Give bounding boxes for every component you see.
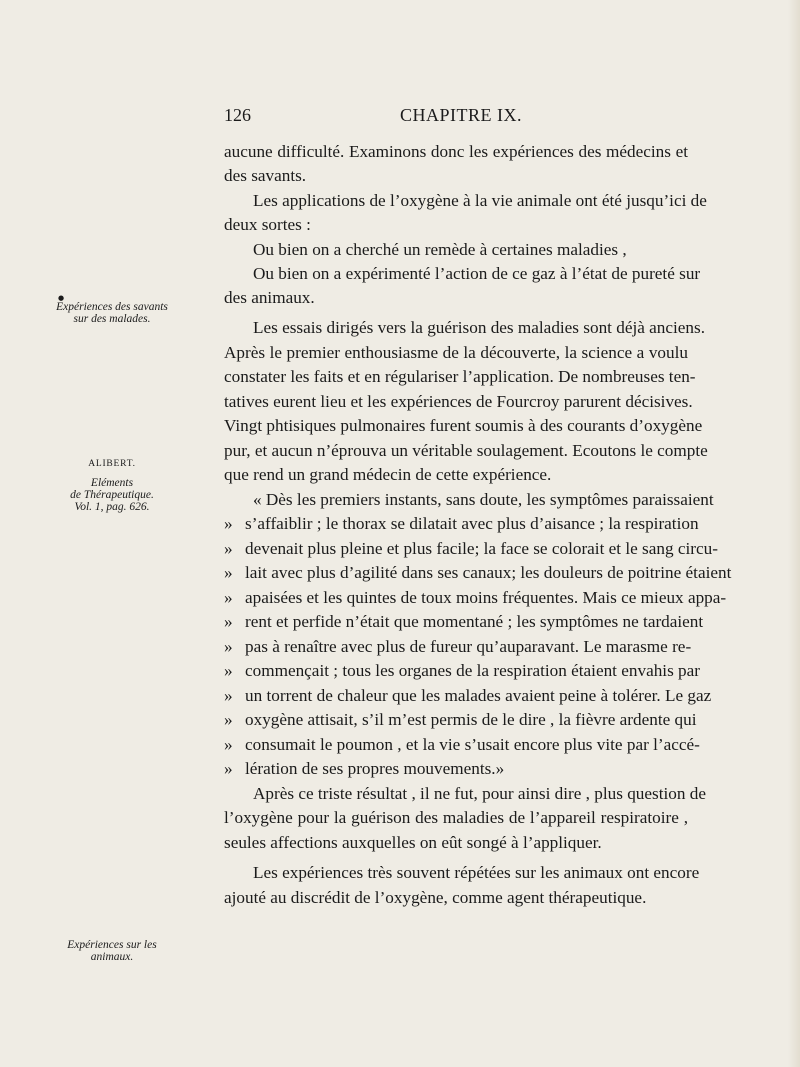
quote-line: commençait ; tous les organes de la respiration étaient envahis par: [245, 661, 700, 680]
quote-line: oxygène attisait, s’il m’est permis de le dire , la fièvre ardente qui: [245, 710, 697, 729]
body-line: que rend un grand médecin de cette expérience.: [224, 465, 552, 484]
body-line: ajouté au discrédit de l’oxygène, comme agent thérapeutique.: [224, 888, 647, 907]
margin-note-experiences-malades: [20, 301, 204, 325]
margin-note-line: Vol. 1, pag. 626.: [74, 501, 150, 513]
margin-note-line: Expériences des savants: [56, 301, 168, 313]
quote-mark: »: [224, 588, 233, 607]
quote-line: pas à renaître avec plus de fureur qu’auparavant. Le marasme re-: [245, 637, 692, 656]
quote-mark: »: [224, 686, 233, 705]
body-line: Après le premier enthousiasme de la découverte, la science a voulu: [224, 343, 688, 362]
body-line: seules affections auxquelles on eût songé à l’appliquer.: [224, 833, 602, 852]
quote-line: « Dès les premiers instants, sans doute, les symptômes paraissaient: [253, 490, 714, 509]
page-number: 126: [224, 105, 251, 125]
body-line: pur, et aucun n’éprouva un véritable soulagement. Ecoutons le compte: [224, 441, 708, 460]
quote-mark: »: [224, 612, 233, 631]
body-line: l’oxygène pour la guérison des maladies de l’appareil respiratoire ,: [224, 808, 688, 827]
quote-line: lération de ses propres mouvements.»: [245, 759, 505, 778]
margin-note-line: animaux.: [90, 951, 134, 963]
quote-line: s’affaiblir ; le thorax se dilatait avec plus d’aisance ; la respiration: [245, 514, 699, 533]
margin-note-author: ALIBERT.: [88, 459, 136, 469]
body-line: aucune difficulté. Examinons donc les expériences des médecins et: [224, 142, 688, 161]
quote-mark: »: [224, 539, 233, 558]
body-line: Les applications de l’oxygène à la vie animale ont été jusqu’ici de: [253, 191, 707, 210]
quote-mark: »: [224, 637, 233, 656]
quote-mark: »: [224, 563, 233, 582]
running-title: CHAPITRE IX.: [400, 105, 522, 125]
page-edge-shadow: [788, 0, 800, 1067]
body-line: Ou bien on a expérimenté l’action de ce gaz à l’état de pureté sur: [253, 264, 701, 283]
quote-line: lait avec plus d’agilité dans ses canaux; les douleurs de poitrine étaient: [245, 563, 732, 582]
margin-note-line: de Thérapeutique.: [70, 489, 154, 501]
body-line: Les expériences très souvent répétées sur les animaux ont encore: [253, 863, 700, 882]
margin-bullet: ●: [58, 294, 65, 302]
body-line: Les essais dirigés vers la guérison des maladies sont déjà anciens.: [253, 318, 706, 337]
body-line: deux sortes :: [224, 215, 311, 234]
body-line: tatives eurent lieu et les expériences de Fourcroy parurent décisives.: [224, 392, 693, 411]
body-line: des animaux.: [224, 288, 315, 307]
quote-mark: »: [224, 735, 233, 754]
margin-note-line: sur des malades.: [73, 313, 151, 325]
body-line: constater les faits et en régulariser l’application. De nombreuses ten-: [224, 367, 696, 386]
quote-line: devenait plus pleine et plus facile; la face se colorait et le sang circu-: [245, 539, 718, 558]
body-line: Après ce triste résultat , il ne fut, pour ainsi dire , plus question de: [253, 784, 706, 803]
body-line: Ou bien on a cherché un remède à certaines maladies ,: [253, 240, 627, 259]
body-line: Vingt phtisiques pulmonaires furent soumis à des courants d’oxygène: [224, 416, 703, 435]
quote-line: rent et perfide n’était que momentané ; les symptômes ne tardaient: [245, 612, 704, 631]
quote-line: un torrent de chaleur que les malades avaient peine à tolérer. Le gaz: [245, 686, 712, 705]
quote-mark: »: [224, 759, 233, 778]
quote-line: apaisées et les quintes de toux moins fréquentes. Mais ce mieux appa-: [245, 588, 727, 607]
page-header: [224, 105, 688, 129]
margin-note-experiences-animaux: [20, 939, 204, 963]
quote-mark: »: [224, 710, 233, 729]
margin-note-alibert: [20, 458, 204, 513]
body-line: des savants.: [224, 166, 307, 185]
quote-line: consumait le poumon , et la vie s’usait encore plus vite par l’accé-: [245, 735, 700, 754]
margin-note-line: Expériences sur les: [67, 939, 157, 951]
quote-mark: »: [224, 514, 233, 533]
quote-mark: »: [224, 661, 233, 680]
margin-note-line: Eléments: [90, 477, 134, 489]
